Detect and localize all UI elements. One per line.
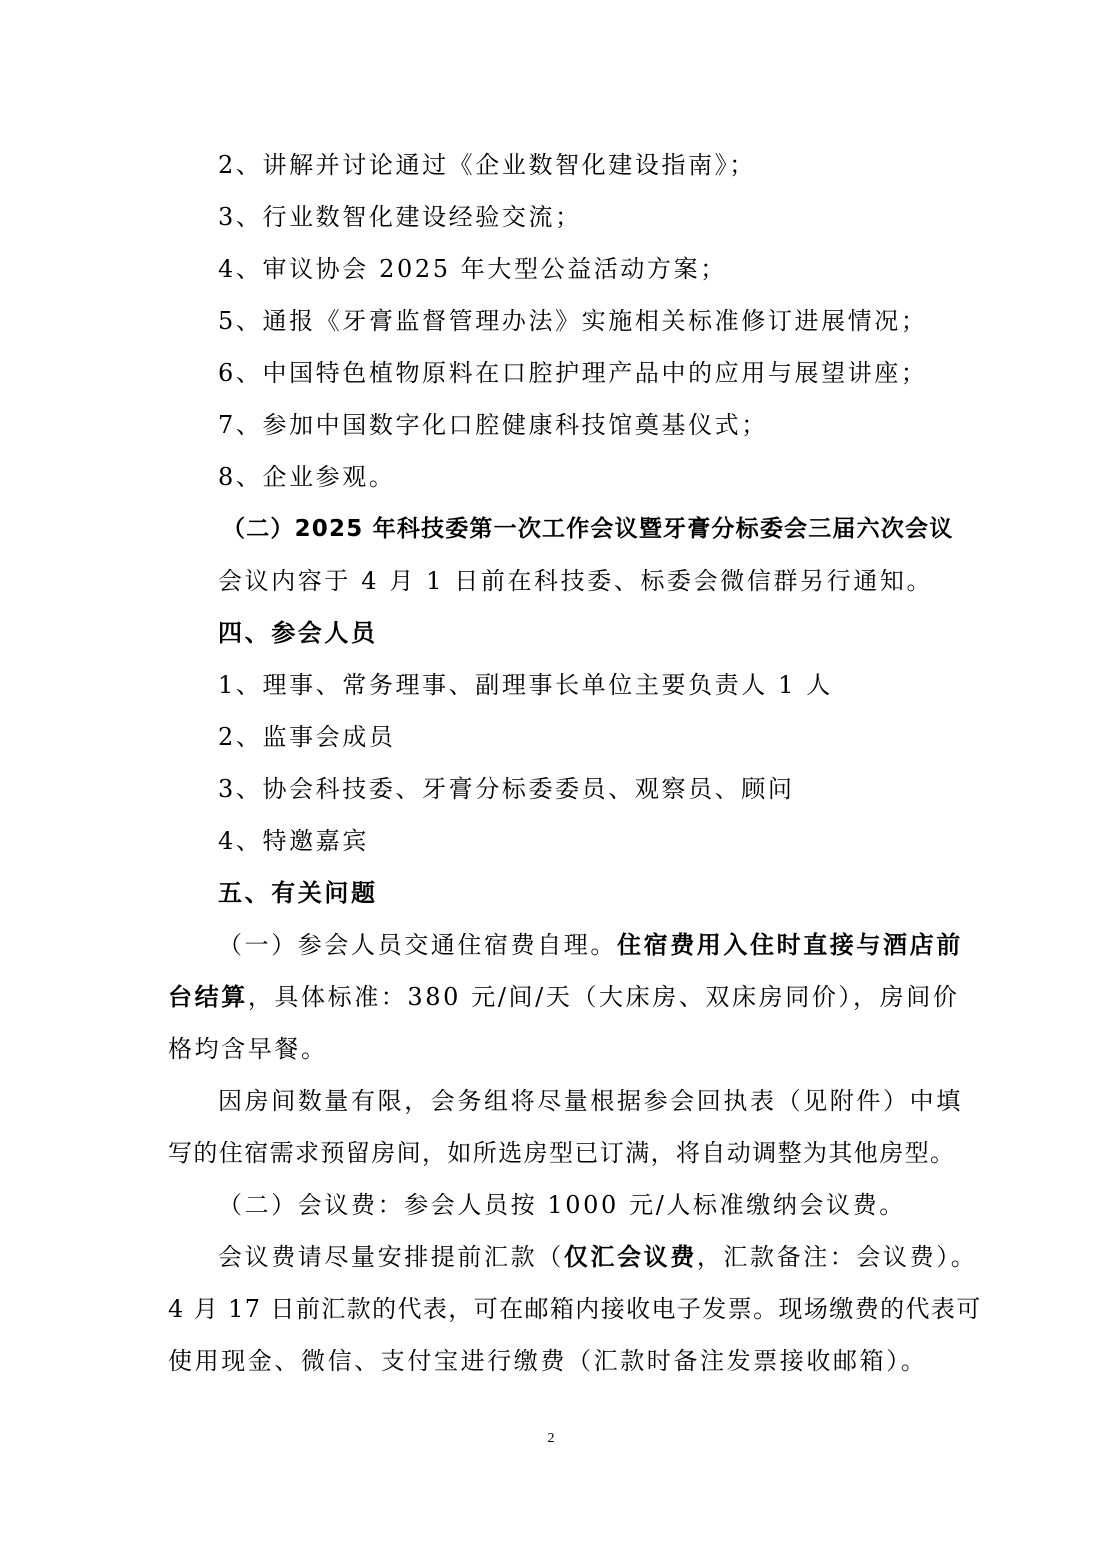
section-four-heading: 四、参会人员 xyxy=(218,619,378,647)
paragraph-remittance-line2: 4 月 17 日前汇款的代表，可在邮箱内接收电子发票。现场缴费的代表可 xyxy=(168,1295,982,1323)
paragraph-meeting-fee: （二）会议费：参会人员按 1000 元/人标准缴纳会议费。 xyxy=(218,1191,906,1219)
paragraph-accommodation-line3: 格均含早餐。 xyxy=(168,1035,328,1063)
accommodation-prefix: （一）参会人员交通住宿费自理。 xyxy=(218,931,617,959)
remittance-note: ，汇款备注：会议费）。 xyxy=(696,1243,978,1271)
participant-item-1: 1、理事、常务理事、副理事长单位主要负责人 1 人 xyxy=(218,671,833,699)
section-two-heading: （二）2025 年科技委第一次工作会议暨牙膏分标委会三届六次会议 xyxy=(222,516,954,542)
agenda-item-7: 7、参加中国数字化口腔健康科技馆奠基仪式； xyxy=(218,411,768,439)
agenda-item-4: 4、审议协会 2025 年大型公益活动方案； xyxy=(218,255,727,283)
accommodation-bold-continued: 台结算 xyxy=(168,982,248,1011)
page-number: 2 xyxy=(547,1431,555,1446)
participant-item-3: 3、协会科技委、牙膏分标委委员、观察员、顾问 xyxy=(218,775,795,803)
remittance-bold-text: 仅汇会议费 xyxy=(563,1242,697,1271)
paragraph-remittance-line1 xyxy=(218,1242,988,1272)
agenda-item-2: 2、讲解并讨论通过《企业数智化建设指南》； xyxy=(218,151,756,179)
section-five-heading: 五、有关问题 xyxy=(218,879,378,907)
section-two-content: 会议内容于 4 月 1 日前在科技委、标委会微信群另行通知。 xyxy=(218,567,934,595)
paragraph-accommodation-line1 xyxy=(218,930,988,960)
participant-item-4: 4、特邀嘉宾 xyxy=(218,827,369,855)
accommodation-rate: ，具体标准：380 元/间/天（大床房、双床房同价），房间价 xyxy=(247,983,960,1011)
agenda-item-8: 8、企业参观。 xyxy=(218,463,396,491)
paragraph-accommodation-line2 xyxy=(168,982,960,1012)
agenda-item-6: 6、中国特色植物原料在口腔护理产品中的应用与展望讲座； xyxy=(218,359,928,387)
paragraph-room-line2: 写的住宿需求预留房间，如所选房型已订满，将自动调整为其他房型。 xyxy=(168,1139,956,1167)
accommodation-bold-text: 住宿费用入住时直接与酒店前 xyxy=(617,930,963,959)
paragraph-remittance-line3: 使用现金、微信、支付宝进行缴费（汇款时备注发票接收邮箱）。 xyxy=(168,1347,928,1375)
participant-item-2: 2、监事会成员 xyxy=(218,723,396,751)
remittance-prefix: 会议费请尽量安排提前汇款（ xyxy=(218,1243,564,1271)
agenda-item-3: 3、行业数智化建设经验交流； xyxy=(218,203,582,231)
paragraph-room-line1: 因房间数量有限，会务组将尽量根据参会回执表（见附件）中填 xyxy=(218,1087,963,1115)
agenda-item-5: 5、通报《牙膏监督管理办法》实施相关标准修订进展情况； xyxy=(218,307,928,335)
